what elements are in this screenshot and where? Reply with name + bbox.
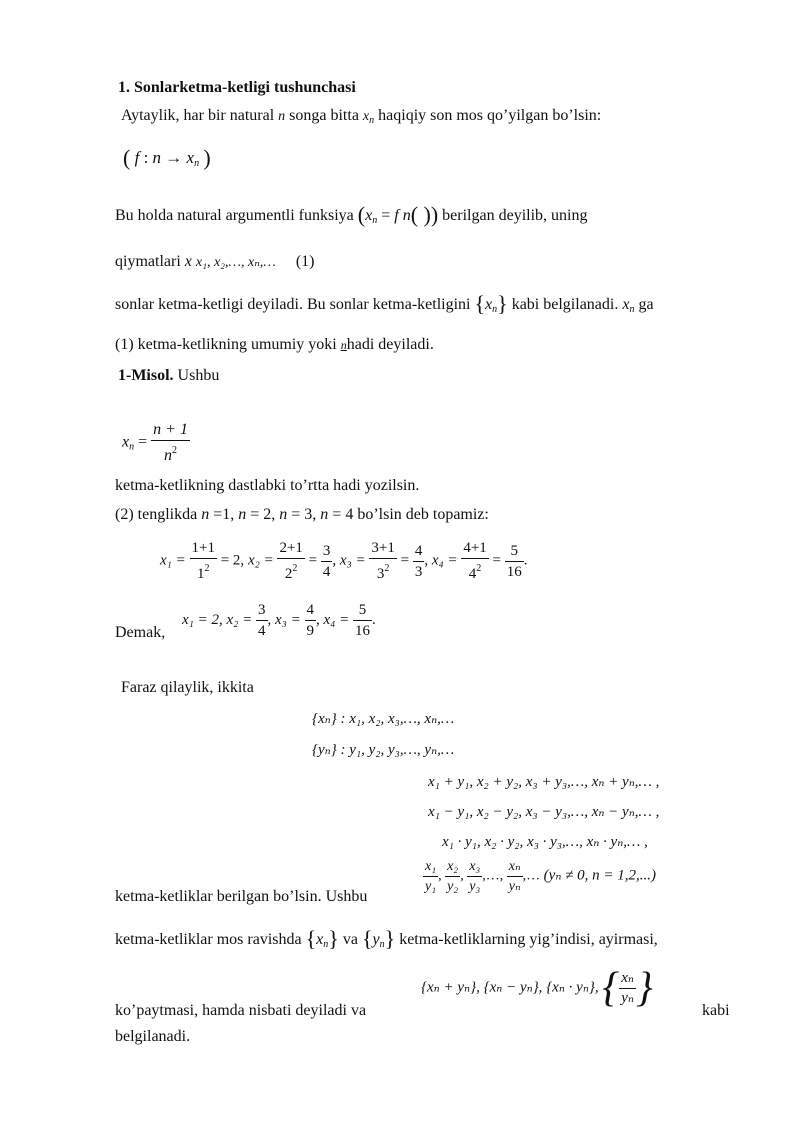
substitution-paragraph	[115, 505, 489, 525]
calc2-rden: 4	[322, 563, 331, 580]
ops-text-b: ketma-ketliklarning yig’indisi, ayirmasi,	[399, 931, 658, 948]
notation-prod: {xₙ · yₙ},	[546, 979, 599, 996]
general-text-a: (1) ketma-ketlikning umumiy yoki	[115, 336, 337, 353]
func-eq: =	[381, 207, 391, 224]
subst-v1: =1,	[213, 506, 235, 523]
seqdef-brace-open: {	[474, 291, 486, 316]
func-paren-open: (	[357, 202, 366, 227]
subst-v4: = 4 bo’lsin deb topamiz:	[332, 506, 489, 523]
quot-tail: ,…	[522, 868, 541, 884]
intro-x-sub: n	[369, 115, 375, 126]
subst-n3: n	[279, 506, 288, 523]
difference-sequence: x₁ − y₁, x₂ − y₂, x₃ − y₃,…, xₙ − yₙ,… ,	[428, 804, 660, 820]
calculation-row	[160, 538, 528, 584]
calc3-den: 3	[376, 566, 385, 582]
ops-brace-x-open: {	[305, 926, 317, 951]
f2-eq: =	[138, 433, 148, 451]
subst-text-a: (2) tenglikda	[115, 506, 198, 523]
calc2-tail: ,	[332, 552, 337, 569]
notation-diff: {xₙ − yₙ},	[483, 979, 543, 996]
ops-brace-x-close: }	[328, 926, 339, 951]
general-n: n	[340, 338, 347, 352]
example-label: 1-Misol.	[118, 367, 174, 384]
calc1-num: 1+1	[190, 538, 217, 559]
notation-brace-open: {	[602, 965, 620, 1011]
paren-close: )	[203, 145, 211, 170]
map-f: f	[134, 148, 140, 167]
ops-text-a: ketma-ketliklar mos ravishda	[115, 931, 302, 948]
quot3-den: y₃	[469, 879, 481, 894]
seqdef-x-sub: n	[492, 304, 498, 315]
ops-brace-y-open: {	[361, 926, 373, 951]
dem-f2	[256, 600, 268, 641]
seqdef-x: x	[485, 296, 493, 313]
operations-paragraph	[115, 926, 658, 955]
seqdef-text-a: sonlar ketma-ketligi deyiladi. Bu sonlar ketma-ketligini	[115, 296, 471, 313]
calc4-exp: 2	[476, 563, 482, 574]
calc4-den: 4	[468, 566, 477, 582]
quotn	[507, 857, 523, 896]
calc3-exp: 2	[384, 563, 390, 574]
task-paragraph: ketma-ketlikning dastlabki to’rtta hadi yozilsin.	[115, 477, 420, 494]
quot1-num: x₁	[423, 857, 438, 877]
sequence-definition	[115, 291, 654, 320]
calc2-result-frac	[321, 541, 333, 582]
example-text: Ushbu	[177, 367, 220, 384]
dem-f3d: 9	[306, 623, 314, 639]
calc1-frac	[190, 538, 217, 584]
calc3-rnum: 4	[413, 541, 425, 562]
calc2-exp: 2	[292, 563, 298, 574]
sum-sequence: x₁ + y₁, x₂ + y₂, x₃ + y₃,…, xₙ + yₙ,… ,	[428, 774, 660, 790]
notation-quot-den: yₙ	[621, 989, 634, 1006]
ops-brace-y-close: }	[384, 926, 396, 951]
calc3-den-wrap	[369, 559, 396, 584]
map-x: x	[186, 148, 195, 167]
dem-f4d: 16	[355, 623, 370, 639]
notation-sum: {xₙ + yₙ},	[421, 979, 480, 996]
quot2-den: y₂	[447, 879, 459, 894]
f2-denominator	[151, 441, 190, 466]
notation-quot-num: xₙ	[619, 969, 636, 989]
calc4-den-wrap	[461, 559, 488, 584]
f2-den-base: n	[164, 447, 173, 464]
ops-x: x	[316, 931, 324, 948]
intro-paragraph	[121, 106, 601, 131]
seqdef-text-b: kabi belgilanadi.	[511, 296, 619, 313]
dem-f2n: 3	[256, 600, 268, 621]
y-sequence-def: {yₙ} : y₁, y₂, y₃,…, yₙ,…	[312, 742, 455, 758]
map-arrow: →	[165, 148, 183, 167]
calc4-lhs: x₄ =	[431, 552, 458, 569]
f2-den-exp: 2	[172, 445, 178, 456]
general-term-paragraph	[115, 335, 434, 355]
calc4-num: 4+1	[461, 538, 488, 559]
map-x-sub: n	[194, 158, 200, 169]
values-paragraph	[115, 252, 314, 273]
general-term-formula	[122, 420, 190, 466]
ops-va: va	[342, 931, 358, 948]
seqdef-text-c: ga	[638, 296, 654, 313]
notation-quot	[619, 969, 636, 1008]
calc3-tail: ,	[424, 552, 429, 569]
f2-lhs-sub: n	[129, 441, 135, 453]
quot1-den: y₁	[425, 879, 437, 894]
equation-tag-1: (1)	[295, 253, 315, 270]
calc4-result-frac	[505, 541, 524, 582]
calc4-eqs: =	[492, 552, 501, 569]
subst-n4: n	[320, 506, 329, 523]
demak-label: Demak,	[115, 624, 166, 641]
calc2-den: 2	[284, 566, 293, 582]
x-sequence-def: {xₙ} : x₁, x₂, x₃,…, xₙ,…	[312, 711, 455, 727]
quot2	[445, 857, 460, 896]
subst-n2: n	[238, 506, 247, 523]
seqdef-xn: x	[622, 296, 630, 313]
f2-numerator: n + 1	[151, 420, 190, 441]
quotient-sequence: $\frac{\text{x₁}}{\text{y₁}}$ , $\frac{\text{x₂}}{\text{y₂}}$ , $\frac{\text{x₃}}{\text{y₃}}$ ,…, $\frac{\text{xₙ}}{\text{yₙ}}$ ,… (yₙ ≠ 0, n = 1,2,...)	[425, 859, 657, 894]
assumption-text: Faraz qilaylik, ikkita	[121, 679, 254, 696]
quot3	[467, 857, 482, 896]
calc2-lhs: x₂ =	[247, 552, 274, 569]
f2-lhs: x	[122, 433, 130, 451]
values-seq: x₁, x₂,…, xₙ,…	[195, 255, 276, 270]
calc2-rnum: 3	[321, 541, 333, 562]
calc1-exp: 2	[204, 563, 210, 574]
calc2-frac	[277, 538, 304, 584]
seqdef-xn-sub: n	[629, 304, 635, 315]
subst-v2: = 2,	[250, 506, 276, 523]
subst-n1: n	[201, 506, 210, 523]
ops-x-sub: n	[323, 939, 329, 950]
seqdef-brace-close: }	[497, 291, 508, 316]
func-n: n	[402, 207, 411, 224]
calc1-den-wrap	[190, 559, 217, 584]
calc4-rnum: 5	[505, 541, 524, 562]
ops-y: y	[372, 931, 380, 948]
calc4-frac	[461, 538, 488, 584]
intro-text-a: Aytaylik, har bir natural	[121, 107, 275, 124]
given-sequences-text: ketma-ketliklar berilgan bo’lsin. Ushbu	[115, 888, 368, 905]
intro-text-c: haqiqiy son mos qo’yilgan bo’lsin:	[378, 107, 602, 124]
section-heading: 1. Sonlarketma-ketligi tushunchasi	[118, 79, 356, 96]
calc2-num: 2+1	[277, 538, 304, 559]
dem-f4n: 5	[353, 600, 372, 621]
quotn-num: xₙ	[507, 857, 523, 877]
dem-f3	[305, 600, 317, 641]
dem-end: .	[372, 611, 376, 628]
calc2-den-wrap	[277, 559, 304, 584]
calc2-eqs: =	[308, 552, 318, 569]
func-inner-parens: ( ))	[410, 202, 439, 227]
dem-r1: x₁ = 2,	[182, 611, 223, 628]
dem-f2d: 4	[258, 623, 266, 639]
calc3-eqs: =	[400, 552, 410, 569]
intro-n: n	[278, 109, 286, 124]
calc3-result-frac	[413, 541, 425, 582]
function-paragraph	[115, 202, 588, 231]
dem-r2: x₂ =	[226, 611, 253, 628]
dem-f4	[353, 600, 372, 641]
calc3-num: 3+1	[369, 538, 396, 559]
values-x: x	[184, 253, 192, 270]
operations-notation	[421, 965, 653, 1011]
calc1-den: 1	[196, 566, 205, 582]
calc3-rden: 3	[414, 563, 423, 580]
naming-text: ko’paytmasi, hamda nisbati deyiladi va	[115, 1002, 367, 1019]
general-text-b: hadi deyiladi.	[346, 336, 434, 353]
map-colon: :	[143, 148, 149, 167]
example-line	[118, 366, 219, 386]
notation-brace-close: }	[635, 965, 653, 1011]
map-n: n	[152, 148, 162, 167]
dem-r3: , x₃ =	[267, 611, 301, 628]
product-sequence: x₁ · y₁, x₂ · y₂, x₃ · y₃,…, xₙ · yₙ,… ,	[442, 834, 648, 850]
calc3-lhs: x₃ =	[339, 552, 366, 569]
calc4-rden: 16	[506, 563, 522, 580]
ops-y-sub: n	[379, 939, 385, 950]
quotn-den: yₙ	[508, 879, 521, 894]
calc4-tail: .	[523, 552, 528, 569]
func-f: f	[394, 207, 399, 224]
naming-end: belgilanadi.	[115, 1028, 191, 1045]
quot2-num: x₂	[445, 857, 460, 877]
calc3-frac	[369, 538, 396, 584]
dem-f3n: 4	[305, 600, 317, 621]
demak-results	[182, 600, 376, 641]
intro-text-b: songa bitta	[289, 107, 359, 124]
intro-x: x	[362, 109, 370, 124]
values-text-a: qiymatlari	[115, 253, 181, 270]
subst-v3: = 3,	[291, 506, 317, 523]
quot-condition: (yₙ ≠ 0, n = 1,2,...)	[543, 867, 657, 884]
dem-r4: , x₄ =	[316, 611, 350, 628]
func-text-a: Bu holda natural argumentli funksiya	[115, 207, 354, 224]
quot3-num: x₃	[467, 857, 482, 877]
calc1-lhs: x₁ =	[160, 552, 186, 569]
quot1	[423, 857, 438, 896]
naming-kabi: kabi	[702, 1002, 730, 1019]
func-text-b: berilgan deyilib, uning	[442, 207, 588, 224]
mapping-formula	[123, 145, 211, 174]
func-x-sub: n	[372, 215, 378, 226]
paren-open: (	[123, 145, 131, 170]
func-x: x	[365, 207, 373, 224]
f2-fraction	[151, 420, 190, 466]
calc1-res: = 2,	[220, 552, 245, 569]
